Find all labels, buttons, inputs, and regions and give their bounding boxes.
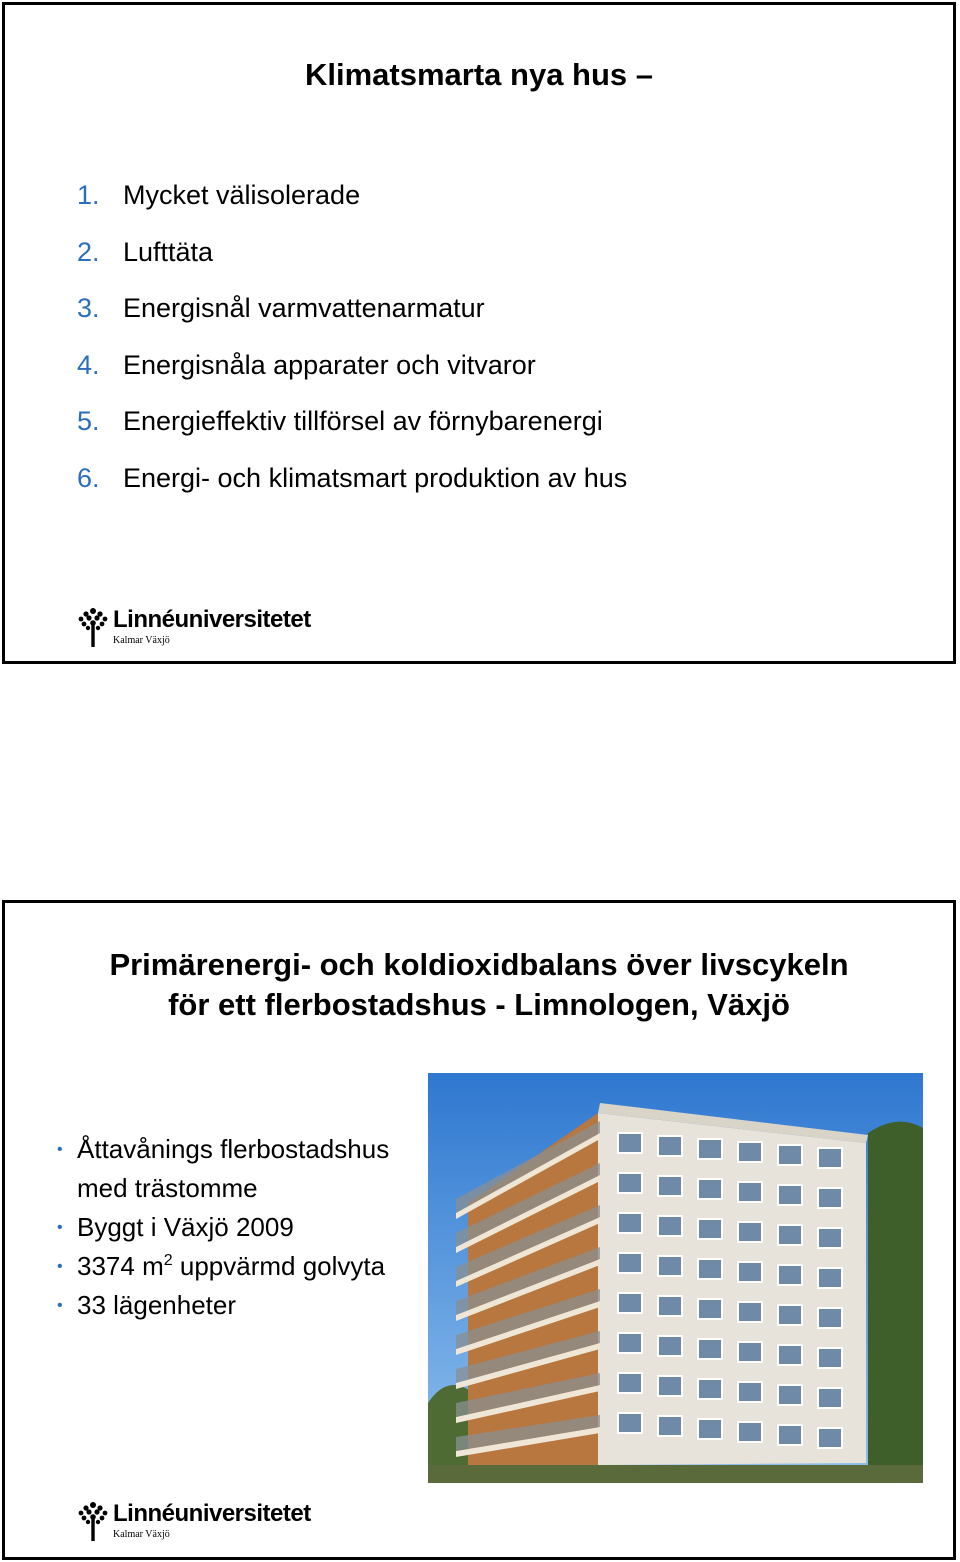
list-item: • Åttavånings flerbostadshus — [57, 1134, 390, 1164]
list-item: • 33 lägenheter — [57, 1290, 237, 1320]
list-item: 4. Energisnåla apparater och vitvaror — [77, 349, 536, 380]
university-logo — [77, 1501, 311, 1541]
university-name: Linnéuniversitetet — [113, 606, 311, 633]
university-subtitle: Kalmar Växjö — [113, 635, 170, 646]
list-item: 1. Mycket välisolerade — [77, 180, 361, 210]
tree-icon — [77, 1501, 109, 1541]
list-item: 3. Energisnål varmvattenarmatur — [77, 293, 485, 323]
slide-1-title: Klimatsmarta nya hus – — [304, 57, 654, 92]
building-photo — [428, 1073, 923, 1483]
list-item: • Byggt i Växjö 2009 — [57, 1212, 294, 1242]
list-item: 6. Energi- och klimatsmart produktion av hus — [77, 462, 628, 493]
limnologen-building-image — [428, 1073, 923, 1483]
slide-2 — [2, 900, 956, 1560]
list-item: 2. Lufttäta — [77, 236, 214, 267]
list-item: • 3374 $m^2$ uppvärmd golvyta — [57, 1251, 386, 1281]
list-item-continuation: med trästomme — [77, 1173, 258, 1203]
slide-1 — [2, 2, 956, 664]
university-logo — [77, 607, 311, 647]
numbered-list — [77, 176, 627, 515]
university-name: Linnéuniversitetet — [113, 1500, 311, 1527]
university-subtitle: Kalmar Växjö — [113, 1529, 170, 1540]
list-item: 5. Energieffektiv tillförsel av förnybarenergi — [77, 406, 603, 436]
bullet-list — [57, 1130, 389, 1325]
slide-2-title: Primärenergi- och koldioxidbalans över livscykeln för ett flerbostadshus - Limnologen, Växjö — [109, 947, 849, 1022]
tree-icon — [77, 607, 109, 647]
